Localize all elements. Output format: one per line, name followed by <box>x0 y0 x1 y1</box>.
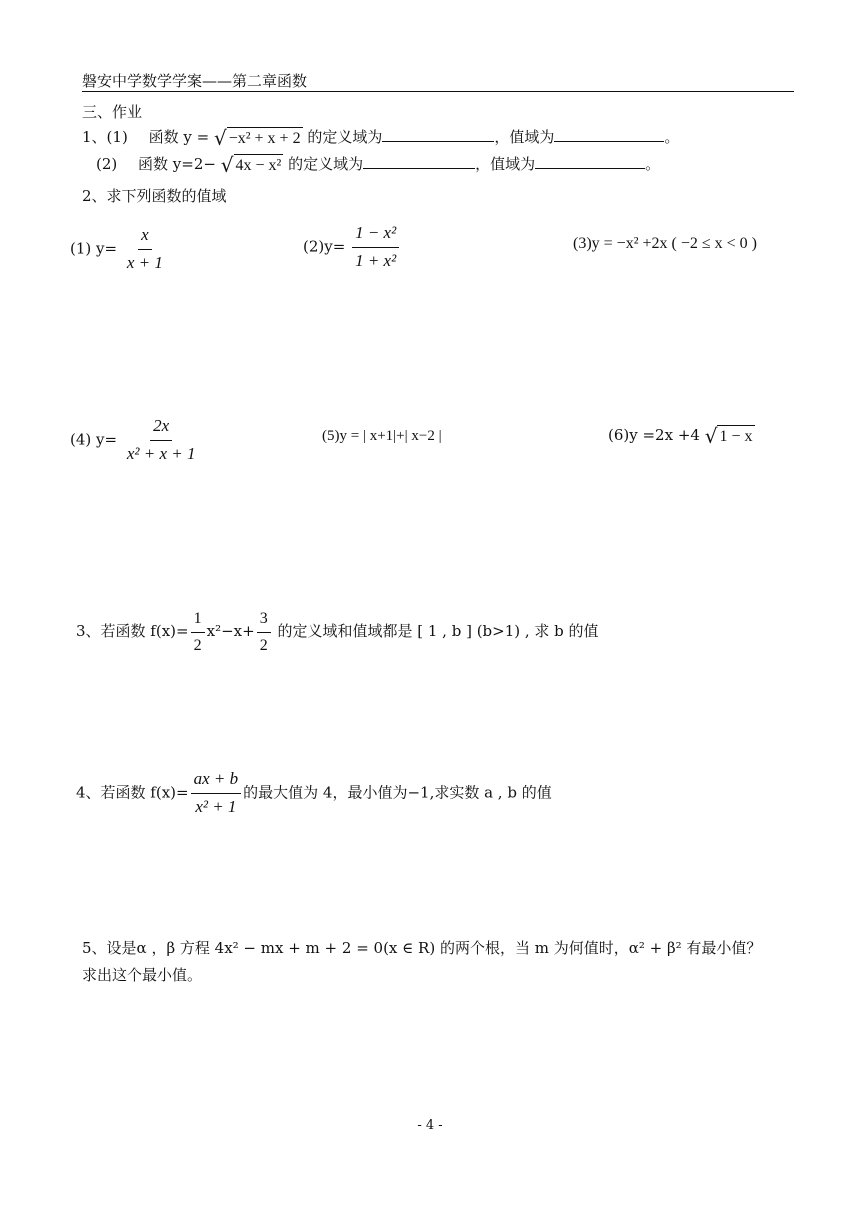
q2-item-4 <box>70 413 200 468</box>
header-rule <box>82 91 794 92</box>
q1-label: 1、(1) <box>82 128 128 146</box>
q2-item-6-radical: √ 1 − x <box>704 424 753 448</box>
q3-suffix: 的定义域和值域都是 [ 1 , b ] (b>1) , 求 b 的值 <box>277 622 599 641</box>
q2-item-6 <box>608 425 755 447</box>
q1-p2-domain-blank[interactable] <box>363 154 475 169</box>
question-5-line-2: 求出这个最小值。 <box>82 966 203 984</box>
q1-p2-prefix: 函数 y=2− <box>138 155 216 173</box>
q2-item-2-fraction: $\frac{\text{1 − x²}}{\text{1 + x²}}$ <box>352 220 399 275</box>
question-3 <box>76 606 599 658</box>
page-number: - 4 - <box>417 1118 443 1133</box>
q2-item-3: (3)y = −x² +2x ( −2 ≤ x < 0 ) <box>573 235 758 252</box>
q2-item-1-fraction: $\frac{x}{x + 1}$ <box>124 222 166 277</box>
q1-p2-range-text: ，值域为 <box>475 155 536 173</box>
q2-item-2 <box>303 220 401 275</box>
q3-fraction-2: $\frac{3}{2}$ <box>257 606 271 658</box>
q1-p1-range-text: ，值域为 <box>494 128 555 146</box>
question-1-part-2 <box>96 153 660 176</box>
q1-p2-label: (2) <box>96 155 118 173</box>
q1-p1-range-blank[interactable] <box>554 127 664 142</box>
q2-item-2-label: (2)y= <box>303 237 346 256</box>
question-5-line-1: 5、设是α ，β 方程 4x² − mx + m + 2 = 0(x ∈ R) 的两个根，当 m 为何值时，α² + β² 有最小值？ <box>82 939 762 957</box>
q1-p1-prefix: 函数 y = <box>148 128 210 146</box>
question-4 <box>76 766 552 821</box>
q3-prefix: 3、若函数 f(x)= <box>76 622 189 641</box>
q1-p1-end: 。 <box>664 128 680 146</box>
q1-p2-end: 。 <box>645 155 661 173</box>
q2-item-4-fraction: $\frac{2x}{\text{x² + x + 1}}$ <box>124 413 199 468</box>
section-title: 三、作业 <box>82 103 143 121</box>
header-title: 磐安中学数学学案——第二章函数 <box>82 72 308 90</box>
q4-fraction: $\frac{ax + b}{\text{x² + 1}}$ <box>191 766 242 821</box>
question-2-title: 2、求下列函数的值域 <box>82 187 227 205</box>
q3-middle: x²−x+ <box>206 622 255 641</box>
q4-prefix: 4、若函数 f(x)= <box>76 783 189 802</box>
question-1-part-1 <box>82 126 679 149</box>
q2-item-4-label: (4) y= <box>70 430 118 449</box>
q2-item-1-label: (1) y= <box>70 239 118 258</box>
q4-suffix: 的最大值为 4，最小值为−1,求实数 a , b 的值 <box>243 783 552 802</box>
q2-item-5: (5)y = | x+1|+| x−2 | <box>322 428 442 444</box>
q1-p1-domain-blank[interactable] <box>382 127 494 142</box>
q2-item-1 <box>70 222 168 277</box>
q2-item-6-label: (6)y =2x +4 <box>608 426 700 444</box>
q1-p1-radical: √ −x² + x + 2 <box>213 126 301 150</box>
q3-fraction-1: $\frac{1}{2}$ <box>191 606 205 658</box>
q1-p2-radical: √ 4x − x² <box>220 153 282 177</box>
q1-p1-domain-text: 的定义域为 <box>307 128 383 146</box>
q1-p2-domain-text: 的定义域为 <box>288 155 364 173</box>
q1-p2-range-blank[interactable] <box>535 154 645 169</box>
